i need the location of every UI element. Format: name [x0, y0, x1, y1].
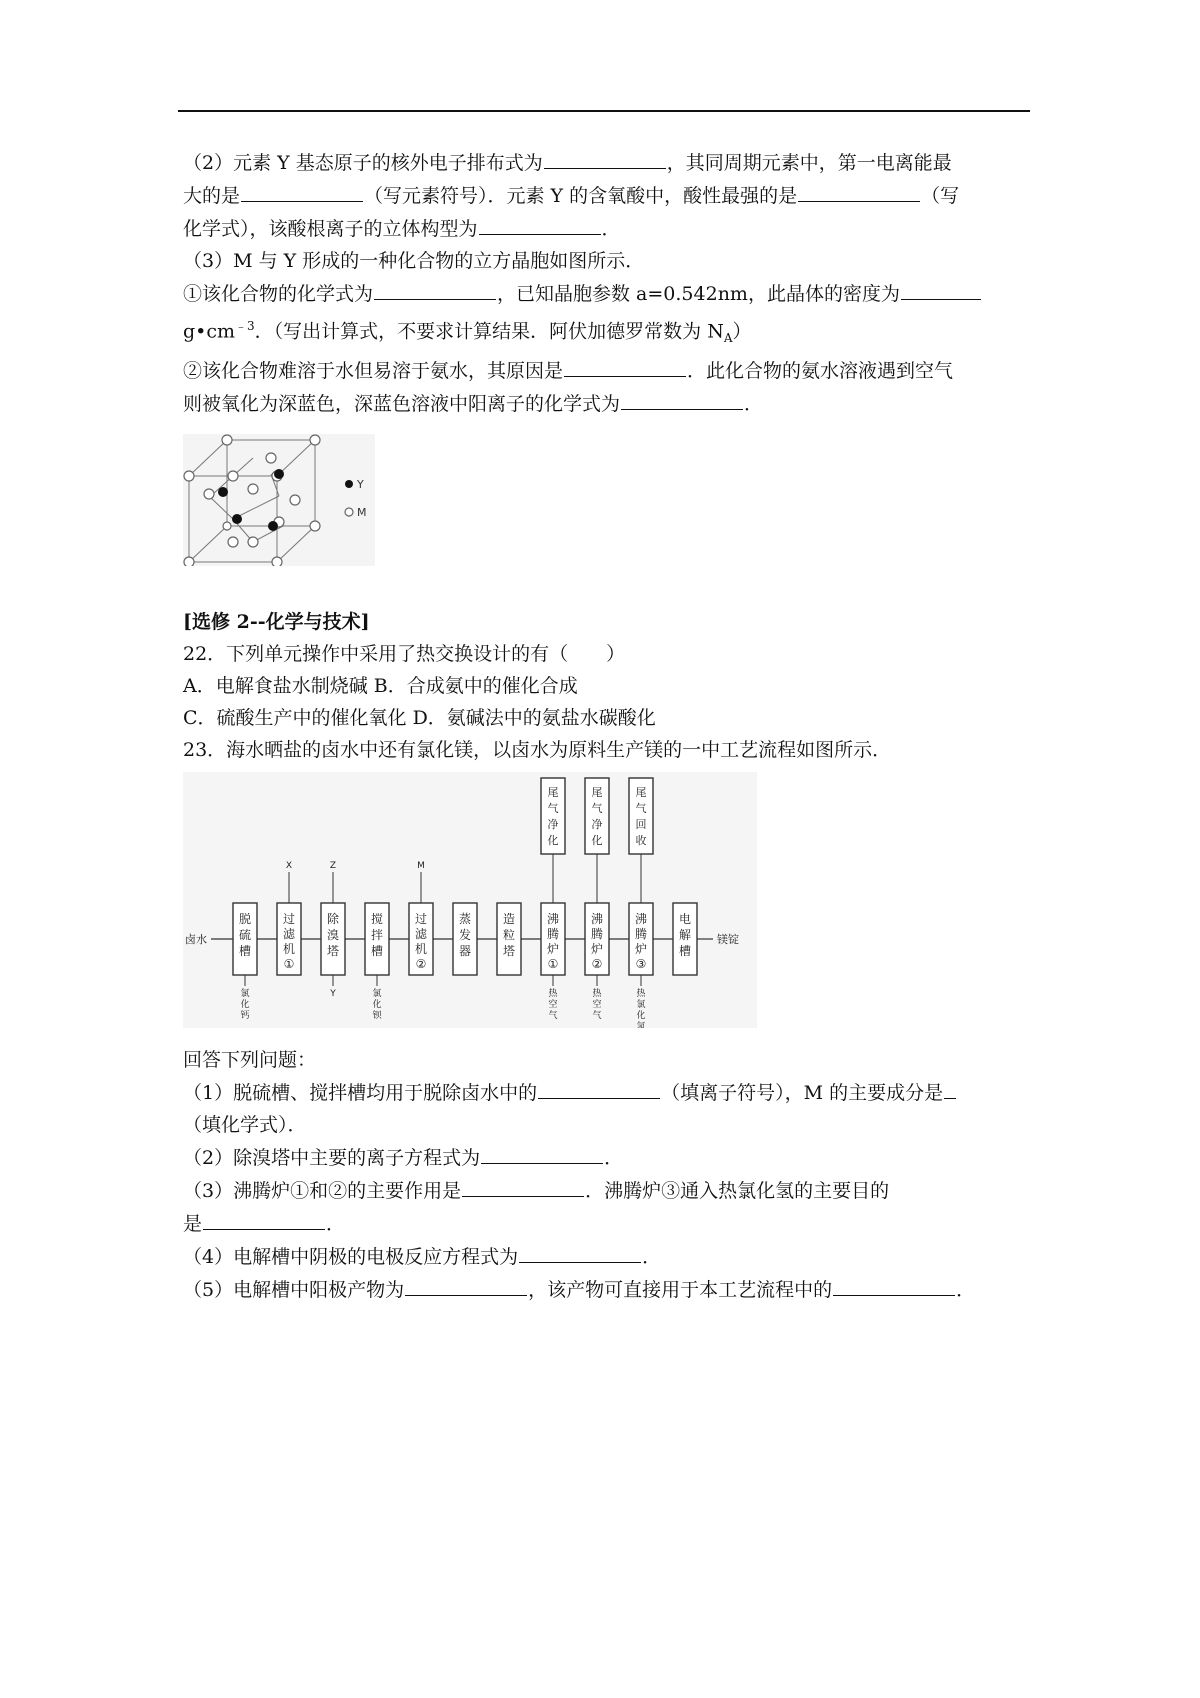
answer-blank[interactable] [798, 179, 920, 202]
q23-sub1-line2: （填化学式）． [183, 1114, 307, 1137]
legend-m-label: M [357, 506, 367, 520]
answer-blank[interactable] [241, 179, 363, 202]
flow-bottom-label: 氯化钙 [240, 989, 250, 1022]
q21-part3-sub2-line1: ②该化合物难溶于水但易溶于氨水，其原因是 ．此化合物的氨水溶液遇到空气 [183, 354, 1028, 387]
section-title: [选修 2--化学与技术] [183, 611, 370, 634]
flow-box-label: 搅拌槽 [370, 912, 384, 959]
q22-options-cd: C．硫酸生产中的催化氧化 D．氨碱法中的氨盐水碳酸化 [183, 707, 656, 730]
flow-top-label: X [285, 861, 293, 872]
flow-box-label: 脱硫槽 [238, 912, 252, 959]
q23-sub4: （4）电解槽中阴极的电极反应方程式为 ． [183, 1240, 1028, 1273]
answer-blank[interactable] [901, 277, 981, 300]
q21-part2-line2: 大的是 （写元素符号）．元素 Y 的含氧酸中，酸性最强的是 （写 [183, 179, 1028, 212]
flow-box-label: 除溴塔 [326, 912, 340, 959]
q23-answer-intro: 回答下列问题： [183, 1049, 317, 1072]
answer-blank[interactable] [519, 1240, 641, 1263]
q21-part2-line3: 化学式），该酸根离子的立体构型为 ． [183, 212, 1028, 245]
q23-sub2: （2）除溴塔中主要的离子方程式为 ． [183, 1141, 1028, 1174]
flow-bottom-label: 氯化钡 [372, 989, 382, 1022]
flow-box-label: 沸腾炉 ② [590, 912, 604, 972]
unit-cell-figure [183, 434, 375, 566]
flow-output-label: 镁锭 [717, 933, 739, 947]
answer-blank[interactable] [544, 146, 666, 169]
answer-blank[interactable] [479, 212, 601, 235]
flow-box-label: 电解槽 [678, 912, 692, 959]
q21-part3-stem: （3）M 与 Y 形成的一种化合物的立方晶胞如图所示． [183, 250, 645, 272]
q23-sub3-line1: （3）沸腾炉①和②的主要作用是 ．沸腾炉③通入热氯化氢的主要目的 [183, 1174, 1028, 1207]
flow-bottom-label: 热氯化氢 [636, 989, 646, 1029]
answer-blank[interactable] [374, 277, 496, 300]
flow-input-label: 卤水 [185, 933, 207, 947]
answer-blank[interactable] [481, 1141, 603, 1164]
answer-blank[interactable] [538, 1076, 660, 1099]
q23-stem: 23．海水晒盐的卤水中还有氯化镁，以卤水为原料生产镁的一中工艺流程如图所示． [183, 739, 892, 762]
q23-sub3-line2: 是 ． [183, 1207, 1028, 1240]
q23-sub5: （5）电解槽中阳极产物为 ，该产物可直接用于本工艺流程中的 ． [183, 1273, 1028, 1306]
header-rule [178, 110, 1030, 112]
answer-blank[interactable] [405, 1273, 527, 1296]
q22-options-ab: A．电解食盐水制烧碱 B．合成氨中的催化合成 [183, 675, 578, 698]
flow-top-label: Z [329, 861, 337, 872]
flow-top-box-label: 尾气净化 [547, 786, 559, 848]
flow-box-label: 过滤机 ② [414, 912, 428, 972]
flow-box-label: 过滤机 ① [282, 912, 296, 972]
answer-blank[interactable] [564, 354, 686, 377]
flow-box-label: 沸腾炉 ① [546, 912, 560, 972]
answer-blank[interactable] [462, 1174, 584, 1197]
flow-top-box-label: 尾气回收 [635, 786, 647, 848]
flow-box-label: 蒸发器 [458, 912, 472, 959]
flow-top-box-label: 尾气净化 [591, 786, 603, 848]
legend-y-label: Y [357, 478, 364, 492]
flow-box-label: 沸腾炉 ③ [634, 912, 648, 972]
answer-blank[interactable] [833, 1273, 955, 1296]
flow-bottom-label: 热空气 [548, 989, 558, 1022]
q21-part2-line1: （2）元素 Y 基态原子的核外电子排布式为 ，其同周期元素中，第一电离能最 [183, 146, 1028, 179]
answer-blank[interactable] [621, 387, 743, 410]
flow-bottom-label: Y [330, 989, 336, 1000]
q21-part3-sub1-line2: $g•cm^{﹣3}$．（写出计算式，不要求计算结果．阿伏加德罗常数为 $N_A$） [183, 319, 752, 346]
answer-blank[interactable] [944, 1076, 956, 1099]
flow-box-label: 造粒塔 [502, 912, 516, 959]
q21-part3-sub2-line2: 则被氧化为深蓝色，深蓝色溶液中阳离子的化学式为 ． [183, 387, 1028, 420]
flow-top-label: M [417, 861, 425, 872]
q22-stem: 22．下列单元操作中采用了热交换设计的有（ ） [183, 643, 626, 666]
q21-part3-sub1-line1: ①该化合物的化学式为 ，已知晶胞参数 a=0.542nm，此晶体的密度为 [183, 277, 1028, 310]
q23-sub1-line1: （1）脱硫槽、搅拌槽均用于脱除卤水中的 （填离子符号），M 的主要成分是 [183, 1076, 1028, 1109]
flow-bottom-label: 热空气 [592, 989, 602, 1022]
answer-blank[interactable] [203, 1207, 325, 1230]
process-flow-figure [183, 772, 757, 1028]
page-content [183, 146, 1028, 1306]
